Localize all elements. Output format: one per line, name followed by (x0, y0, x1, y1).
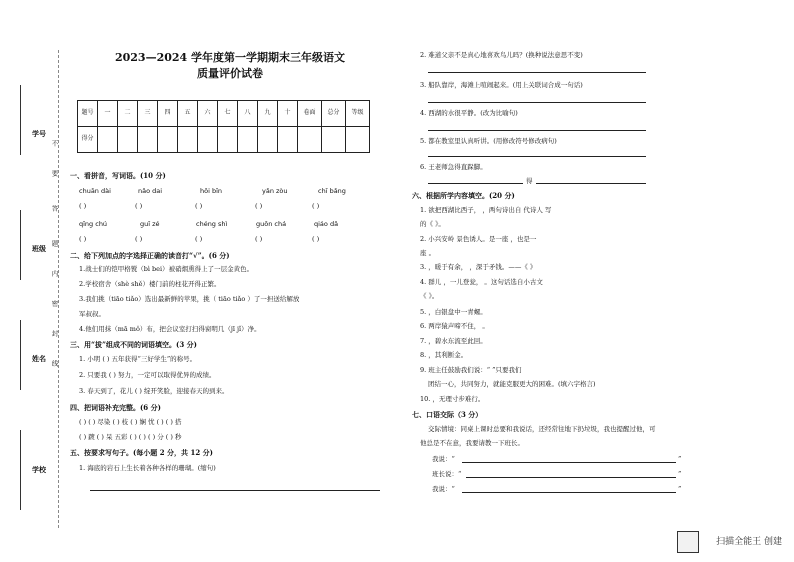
pinyin: chī bǎng (318, 187, 346, 195)
question-line: 1. 小明 ( ) 五年获得“三好学生”的称号。 (79, 355, 197, 363)
score-header-cell: 四 (158, 101, 178, 127)
pinyin: guōn chá (256, 220, 287, 228)
question-text: 得 (526, 177, 533, 185)
score-header-cell: 二 (118, 101, 138, 127)
quote-close: ” (678, 485, 682, 493)
score-cell (198, 127, 218, 153)
question-line: 6. 王老师急得直跺脚。 (420, 163, 487, 171)
question-line: 8. ，其利断金。 (420, 351, 468, 359)
score-cell (118, 127, 138, 153)
answer-blank[interactable]: ( ) (195, 202, 203, 210)
dialogue-answer-line[interactable] (462, 456, 676, 463)
question-line: 3.我们挑（tiāo tiǎo）选出最新鲜的苹果，挑（ tiāo tiǎo ）了一担送给解放 (79, 295, 300, 303)
scanner-logo-icon (677, 531, 699, 553)
seal-char: 不 (50, 140, 59, 147)
question-line: 6. 两岸猿声啼不住， 。 (420, 322, 489, 330)
seal-char: 题 (50, 240, 59, 247)
question-line: 1. 欲把西湖比西子， ，两句诗出自 代诗人 写 (420, 206, 552, 214)
question-line: 2. 难道父亲不是真心地喜欢鸟儿吗？(换种说法意思不变) (420, 51, 583, 59)
section-3-title: 三、用“拔”组成不同的词语填空。(3 分) (70, 340, 197, 349)
question-line: 3. 船队靠岸，海滩上喧闹起来。(用上关联词合成一句话) (420, 81, 583, 89)
score-row-label: 得分 (78, 127, 98, 153)
seal-char: 线 (50, 360, 59, 367)
seal-char: 要 (50, 170, 59, 177)
score-cell (346, 127, 370, 153)
score-cell (218, 127, 238, 153)
answer-blank[interactable]: ( ) (195, 235, 203, 243)
seal-char: 封 (50, 330, 59, 337)
dialogue-me-label: 我说：“ (432, 455, 455, 463)
pinyin: nǎo dai (138, 187, 163, 195)
pinyin: hōi bīn (200, 187, 223, 195)
score-cell (98, 127, 118, 153)
question-line: 《 》。 (420, 292, 439, 300)
score-cell (258, 127, 278, 153)
score-cell (158, 127, 178, 153)
question-line: 3. ，暖于有余， ，深于矛钱。——《 》 (420, 263, 537, 271)
question-line: 团结一心，共同努力，就能克服更大的困难。(填六字格言) (428, 380, 596, 388)
pinyin: qīng chú (79, 220, 108, 228)
student-id-label: 学号 (32, 129, 46, 138)
question-line: 9. 班主任鼓励我们说：“ ”只要我们 (420, 366, 522, 374)
section-1-title: 一、看拼音，写词语。(10 分) (70, 171, 166, 180)
pinyin: yǎn zòu (262, 187, 288, 195)
answer-line[interactable] (428, 177, 523, 184)
score-cell (138, 127, 158, 153)
answer-blank[interactable]: ( ) (79, 202, 87, 210)
score-table-header-row (78, 101, 370, 127)
quote-close: ” (678, 470, 682, 478)
score-header-cell: 七 (218, 101, 238, 127)
question-line: 3. 春天到了，花儿 ( ) 绽开笑脸，迎接春天的到来。 (79, 387, 229, 395)
class-label: 班级 (32, 244, 46, 253)
question-line: 1.战士们的铠甲格镋（bì bei）被硝烟熏得上了一层金黄色。 (79, 265, 254, 273)
answer-line[interactable] (90, 484, 380, 491)
answer-line[interactable] (428, 66, 646, 73)
question-line: 的《 》。 (420, 220, 445, 228)
score-cell (178, 127, 198, 153)
question-line: 5. ，白银盘中一青螺。 (420, 308, 487, 316)
score-header-cell: 五 (178, 101, 198, 127)
section-2-title: 二、给下列加点的字选择正确的读音打“√”。(6 分) (70, 251, 230, 260)
school-write-line (20, 430, 21, 510)
score-header-cell: 六 (198, 101, 218, 127)
pinyin: chéng shì (196, 220, 228, 228)
seal-char: 答 (50, 205, 59, 212)
question-line: 2.学校宿舍（shè shě）楼门前的柱花开得正繁。 (79, 280, 221, 288)
score-header-cell: 总分 (322, 101, 346, 127)
dialogue-answer-line[interactable] (462, 486, 676, 493)
score-header-cell: 九 (258, 101, 278, 127)
score-header-cell: 题号 (78, 101, 98, 127)
score-header-cell: 三 (138, 101, 158, 127)
score-table-score-row (78, 127, 370, 153)
exam-title: 2023—2024 学年度第一学期期末三年级语文 (114, 51, 346, 64)
dialogue-answer-line[interactable] (466, 471, 676, 478)
dialogue-me-label: 我说：“ (432, 485, 455, 493)
section-7-title: 七、口语交际（3 分） (412, 410, 483, 419)
seal-dashed-line (58, 50, 59, 528)
answer-line[interactable] (428, 96, 646, 103)
section-6-title: 六、根据所学内容填空。(20 分) (412, 191, 515, 200)
pinyin: chuān dài (79, 187, 111, 195)
score-cell (298, 127, 322, 153)
question-line: 2. 小兴安岭 景色诱人。是一座 ，也是一 (420, 235, 537, 243)
answer-blank[interactable]: ( ) (79, 235, 87, 243)
answer-blank[interactable]: ( ) (255, 202, 263, 210)
question-line: ( ) 踱 ( ) 呆 五彩 ( ) ( ) ( ) 分 ( ) 秒 (79, 433, 182, 441)
question-line: 1. 海底的岩石上生长着各种各样的珊瑚。(缩句) (79, 464, 216, 472)
pinyin: qiáo dǎ (314, 220, 339, 228)
pinyin: guī zé (140, 220, 160, 228)
school-label: 学校 (32, 465, 46, 474)
score-table (77, 100, 370, 153)
quote-close: ” (678, 455, 682, 463)
score-cell (322, 127, 346, 153)
seal-char: 密 (50, 300, 59, 307)
question-line: 座 。 (420, 249, 436, 257)
answer-blank[interactable]: ( ) (135, 202, 143, 210)
id-write-line (20, 85, 21, 155)
question-line: 10. ，无理寸步难行。 (420, 395, 485, 403)
score-header-cell: 一 (98, 101, 118, 127)
scenario-text: 他总是不在意，我要请教一下班长。 (420, 439, 524, 447)
scanner-watermark: 扫描全能王 创建 (716, 537, 782, 547)
score-header-cell: 卷面 (298, 101, 322, 127)
question-line: 5. 都在教室里认真听讲。(用修改符号修改病句) (420, 137, 557, 145)
seal-char: 内 (50, 270, 59, 277)
question-line: 4. 群儿 ，一儿登瓮， 。这句话选自小古文 (420, 278, 543, 286)
answer-line[interactable] (428, 124, 646, 131)
class-write-line (20, 210, 21, 280)
exam-subtitle: 质量评价试卷 (197, 67, 263, 80)
question-line: 4. 西湖的水很平静。(改为比喻句) (420, 109, 518, 117)
answer-blank[interactable]: ( ) (312, 235, 320, 243)
name-write-line (20, 320, 21, 390)
question-line: 4.他们用抹（mā mǒ）布，把会议室打扫得窗明几（jī jǐ）净。 (79, 325, 261, 333)
section-5-title: 五、按要求写句子。(每小题 2 分，共 12 分) (70, 448, 213, 457)
score-header-cell: 等级 (346, 101, 370, 127)
name-label: 姓名 (32, 354, 46, 363)
question-line: 2. 只要我 ( ) 努力，一定可以取得优异的成绩。 (79, 371, 216, 379)
section-4-title: 四、把词语补充完整。(6 分) (70, 403, 161, 412)
dialogue-monitor-label: 班长说：“ (432, 470, 462, 478)
answer-blank[interactable]: ( ) (255, 235, 263, 243)
question-line: 军叔叔。 (79, 310, 105, 318)
answer-line[interactable] (536, 177, 646, 184)
answer-blank[interactable]: ( ) (135, 235, 143, 243)
score-header-cell: 八 (238, 101, 258, 127)
score-cell (238, 127, 258, 153)
score-cell (278, 127, 298, 153)
scenario-text: 交际情境：同桌上课时总要和我说话，还经常往地下扔垃圾，我也提醒过他，可 (428, 425, 656, 433)
answer-line[interactable] (428, 150, 646, 157)
score-header-cell: 十 (278, 101, 298, 127)
answer-blank[interactable]: ( ) (312, 202, 320, 210)
question-line: ( ) ( ) 尽染 ( ) 枝 ( ) 娴 忧 ( ) ( ) 搭 (79, 418, 182, 426)
question-line: 7. ，碧水东流至此回。 (420, 337, 487, 345)
